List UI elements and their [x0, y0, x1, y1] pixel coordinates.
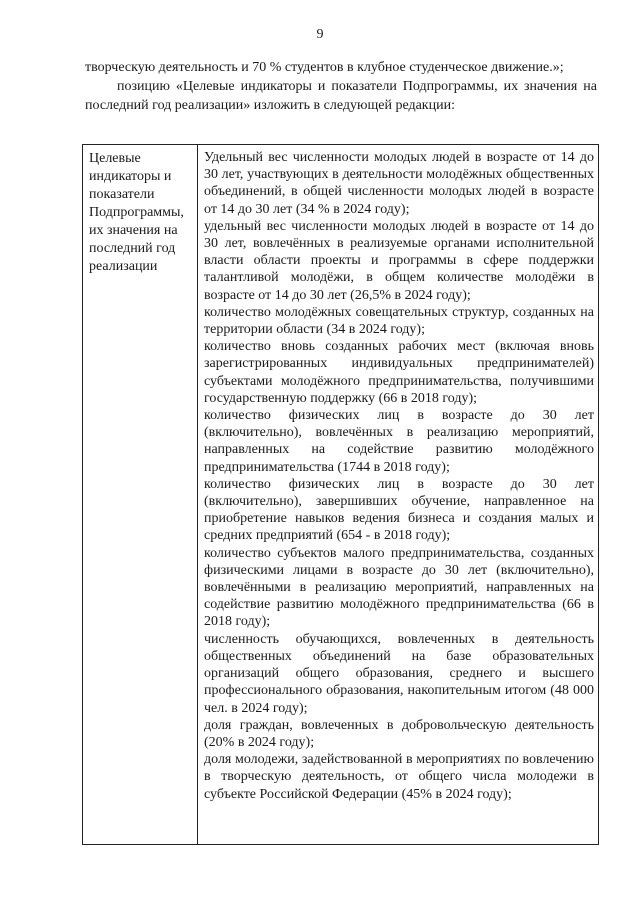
indicator-item: численность обучающихся, вовлеченных в деятельность общественных объединений на базе образовательных организаций общего образования, среднего и высшего профессионального образования, накопительным итогом (48 000 чел. в 2024 году); [204, 631, 594, 716]
intro-text [85, 58, 597, 115]
indicators-table [82, 144, 599, 845]
indicator-item: количество физических лиц в возрасте до 30 лет (включительно), вовлечённых в реализацию мероприятий, направленных на содействие развитию молодёжного предпринимательства (1744 в 2018 году); [204, 408, 594, 475]
table-left-header [83, 145, 198, 844]
table-indicator-list [198, 145, 600, 844]
left-header-line: реализации [89, 259, 158, 274]
page-number: 9 [316, 27, 324, 42]
indicator-item: количество вновь созданных рабочих мест (включая вновь зарегистрированных индивидуальных предпринимателей) субъектами молодёжного предпринимательства, получившими государственную поддержку (66 в 2018 году); [204, 339, 594, 406]
intro-paragraph-1: творческую деятельность и 70 % студентов в клубное студенческое движение.»; [85, 60, 564, 75]
left-header-line: Целевые [89, 151, 141, 166]
left-header-line: показатели [89, 187, 155, 202]
left-header-line: Подпрограммы, [89, 205, 184, 220]
indicator-item: количество субъектов малого предпринимательства, созданных физическими лицами в возрасте до 30 лет (включительно), вовлечёнными в реализацию мероприятий, направленных на содействие развитию молодёжного предпринимательства (66 в 2018 году); [204, 545, 594, 630]
intro-paragraph-2: позицию «Целевые индикаторы и показатели Подпрограммы, их значения на последний год реализации» изложить в следующей редакции: [85, 79, 597, 113]
left-header-line: их значения на [89, 223, 178, 238]
indicator-item: количество молодёжных совещательных структур, созданных на территории области (34 в 2024 году); [204, 304, 594, 338]
indicator-item: Удельный вес численности молодых людей в возрасте от 14 до 30 лет, участвующих в деятельности молодёжных общественных объединений, в общей численности молодых людей в возрасте от 14 до 30 лет (34 % в 2024 году); [204, 150, 594, 217]
indicator-item: доля молодежи, задействованной в мероприятиях по вовлечению в творческую деятельность, от общего числа молодежи в субъекте Российской Федерации (45% в 2024 году); [204, 752, 594, 802]
left-header-line: последний год [89, 241, 176, 256]
indicator-item: удельный вес численности молодых людей в возрасте от 14 до 30 лет, вовлечённых в реализуемые органами исполнительной власти области проекты и программы в сфере поддержки талантливой молодёжи, в общем количестве молодёжи в возрасте от 14 до 30 лет (26,5% в 2024 году); [204, 218, 594, 303]
indicator-item: количество физических лиц в возрасте до 30 лет (включительно), завершивших обучение, направленное на приобретение навыков ведения бизнеса и создания малых и средних предприятий (654 - в 2018 году); [204, 476, 594, 544]
indicator-item: доля граждан, вовлеченных в добровольческую деятельность (20% в 2024 году); [204, 717, 594, 750]
left-header-line: индикаторы и [89, 169, 172, 184]
